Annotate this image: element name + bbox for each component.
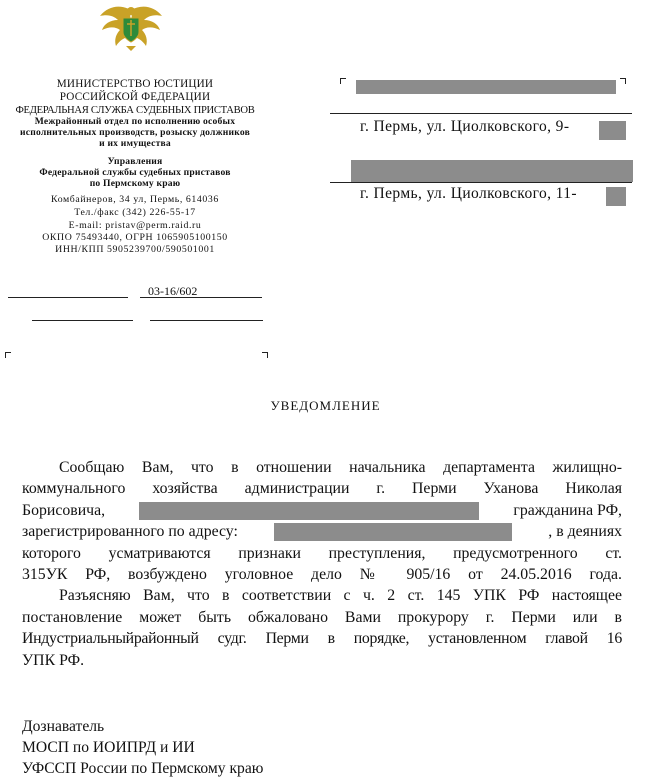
recipient-address-2: г. Пермь, ул. Циолковского, 11- xyxy=(360,185,577,202)
redacted-recipient-name xyxy=(356,80,616,94)
okpo-ogrn: ОКПО 75493440, ОГРН 1065905100150 xyxy=(42,232,228,243)
federation-name: РОССИЙСКОЙ ФЕДЕРАЦИИ xyxy=(59,91,211,103)
document-title: УВЕДОМЛЕНИЕ xyxy=(270,398,381,413)
directorate-line-1: Управления xyxy=(107,156,163,167)
body-line-redacted-2 xyxy=(22,521,622,542)
recipient-line-2 xyxy=(330,182,632,183)
body-line: Индустриальныйрайонный судг. Перми в порядке, установленном главой 16 xyxy=(22,630,622,648)
redacted-birth-info xyxy=(139,502,479,520)
recipient-corner-right xyxy=(620,78,626,84)
body-line: которого усматриваются признаки преступления, предусмотренного ст. xyxy=(22,544,622,562)
recipient-address-1: г. Пермь, ул. Циолковского, 9- xyxy=(360,118,570,135)
redacted-registration-address xyxy=(274,523,512,541)
redacted-apartment-1 xyxy=(599,121,626,140)
ref-date-line xyxy=(32,320,133,321)
directorate-line-2: Федеральной службы судебных приставов xyxy=(39,167,231,178)
body-line: Разъясняю Вам, что в соответствии с ч. 2 ст. 145 УПК РФ настоящее xyxy=(59,587,622,605)
department-line-2: исполнительных производств, розыску должников xyxy=(20,127,250,138)
body-line: Сообщаю Вам, что в отношении начальника департамента жилищно- xyxy=(59,459,622,476)
corner-mark-left xyxy=(5,352,11,358)
redacted-apartment-2 xyxy=(606,187,626,206)
inn-kpp: ИНН/КПП 5905239700/590501001 xyxy=(55,244,215,255)
signature-role: Дознаватель xyxy=(22,718,105,735)
directorate-line-3: по Пермскому краю xyxy=(89,178,181,189)
ministry-name: МИНИСТЕРСТВО ЮСТИЦИИ xyxy=(56,78,214,90)
number-line xyxy=(140,297,262,298)
corner-mark-right xyxy=(262,352,268,358)
office-phone: Тел./факс (342) 226-55-17 xyxy=(74,207,196,218)
body-text: , в деяниях xyxy=(548,523,622,541)
reference-number: 03-16/602 xyxy=(148,284,198,298)
recipient-line-1 xyxy=(330,113,632,114)
department-line-3: и их имущества xyxy=(99,138,171,149)
body-text: зарегистрированного по адресу: xyxy=(22,523,238,541)
date-line xyxy=(8,297,128,298)
eagle-emblem-icon xyxy=(98,2,164,52)
recipient-corner-left xyxy=(340,78,346,84)
office-email: E-mail: pristav@perm.raid.ru xyxy=(68,220,202,231)
body-line-redacted-1 xyxy=(22,500,622,521)
signature-agency: УФССП России по Пермскому краю xyxy=(22,760,264,777)
signature-unit: МОСП по ИОИПРД и ИИ xyxy=(22,739,195,756)
body-text: гражданина РФ, xyxy=(513,501,622,519)
redacted-recipient-name-2 xyxy=(351,160,633,182)
body-line: 315УК РФ, возбуждено уголовное дело № 905/16 от 24.05.2016 года. xyxy=(22,566,622,584)
ref-number-line xyxy=(150,320,263,321)
office-address: Комбайнеров, 34 ул, Пермь, 614036 xyxy=(51,194,219,205)
body-text: Борисовича, xyxy=(22,501,106,519)
body-line: коммунального хозяйства администрации г. Перми Уханова Николая xyxy=(22,480,622,498)
notice-body xyxy=(22,457,622,671)
service-name: ФЕДЕРАЛЬНАЯ СЛУЖБА СУДЕБНЫХ ПРИСТАВОВ xyxy=(15,105,255,116)
department-line-1: Межрайонный отдел по исполнению особых xyxy=(34,116,236,127)
body-line: постановление может быть обжаловано Вами прокурору г. Перми или в xyxy=(22,608,622,626)
body-line: УПК РФ. xyxy=(22,651,85,669)
